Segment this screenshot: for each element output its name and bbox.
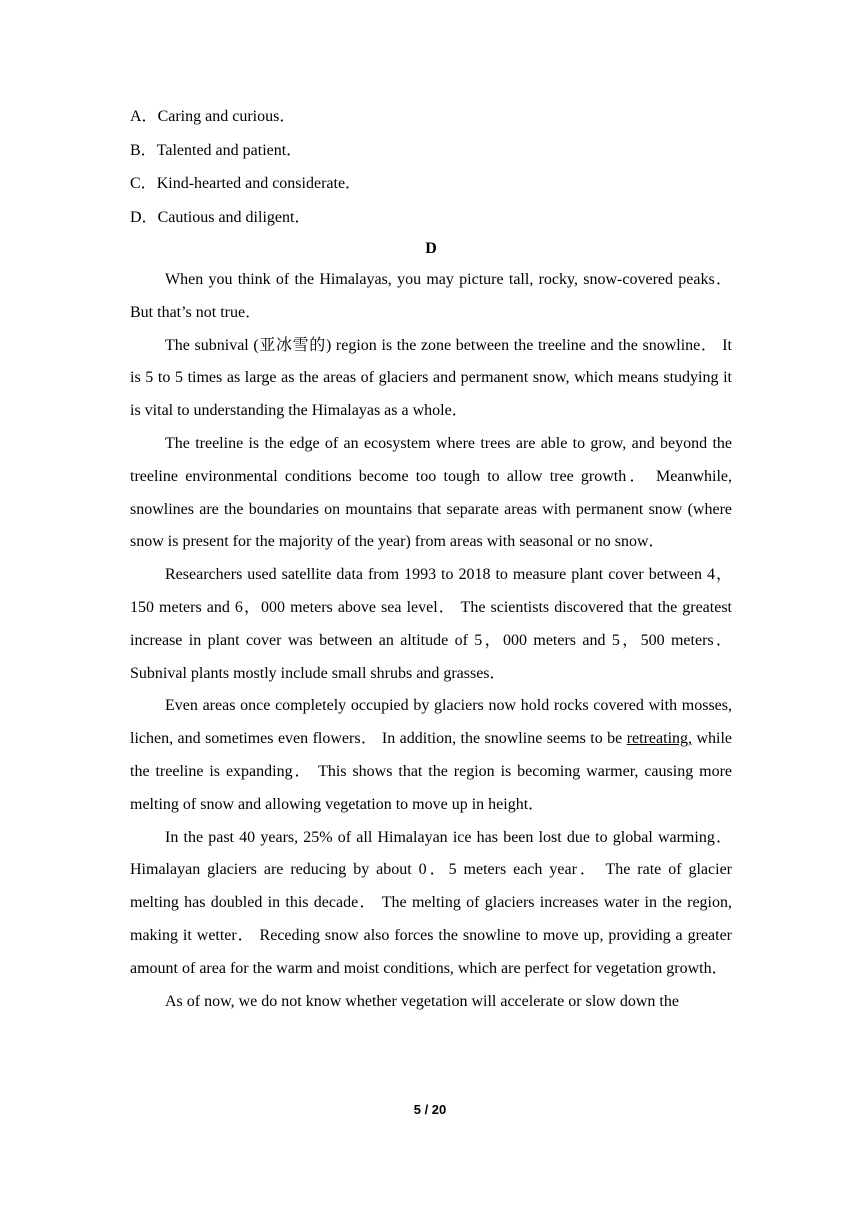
paragraph-2: The subnival (亚冰雪的) region is the zone between the treeline and the snowline． It is 5 to 5 times as large as the areas of glaciers and permanent snow, which means studying it is vital to understanding the Himalayas as a whole． [130, 336, 732, 420]
answer-option-c [130, 167, 732, 201]
document-page [130, 100, 732, 1018]
paragraph-1: When you think of the Himalayas, you may picture tall, rocky, snow-covered peaks． But that’s not true． [130, 271, 732, 321]
paragraph-4: Researchers used satellite data from 1993 to 2018 to measure plant cover between 4，150 meters and 6，000 meters above sea level． The scientists discovered that the greatest increase in plant cover was between an altitude of 5，000 meters and 5，500 meters． Subnival plants mostly include small shrubs and grasses． [130, 566, 732, 682]
paragraph-5 [130, 690, 732, 821]
option-text: Talented and patient． [156, 141, 303, 159]
option-text: Cautious and diligent． [157, 208, 311, 226]
paragraph-5-text-after: while the treeline is expanding． This shows that the region is becoming warmer, causing more melting of snow and allowing vegetation to move up in height． [130, 730, 733, 813]
paragraph-3: The treeline is the edge of an ecosystem where trees are able to grow, and beyond the treeline environmental conditions become too tough to allow tree growth． Meanwhile, snowlines are the boundaries on mountains that separate areas with permanent snow (where snow is present for the majority of the year) from areas with seasonal or no snow． [130, 434, 732, 551]
answer-option-a [130, 100, 732, 134]
option-letter: B． [130, 141, 157, 159]
paragraph-5-text-before: Even areas once completely occupied by glaciers now hold rocks covered with mosses, lichen, and sometimes even flowers． In addition, the snowline seems to be [130, 697, 732, 748]
answer-option-b [130, 134, 732, 168]
option-letter: D． [130, 208, 158, 226]
underlined-word: retreating, [626, 730, 693, 748]
answer-option-d [130, 201, 732, 235]
paragraph-7: As of now, we do not know whether vegetation will accelerate or slow down the [165, 992, 679, 1010]
option-letter: C． [130, 175, 157, 192]
option-text: Caring and curious． [157, 108, 296, 125]
paragraph-6: In the past 40 years, 25% of all Himalayan ice has been lost due to global warming． Himalayan glaciers are reducing by about 0．5 meters each year． The rate of glacier melting has doubled in this decade． The melting of glaciers increases water in the region, making it wetter． Receding snow also forces the snowline to move up, providing a greater amount of area for the warm and moist conditions, which are perfect for vegetation growth． [130, 828, 732, 977]
option-letter: A． [130, 108, 158, 125]
option-text: Kind-hearted and considerate． [156, 175, 362, 192]
section-heading: D [425, 240, 437, 257]
page-number: 5 / 20 [413, 1102, 447, 1117]
